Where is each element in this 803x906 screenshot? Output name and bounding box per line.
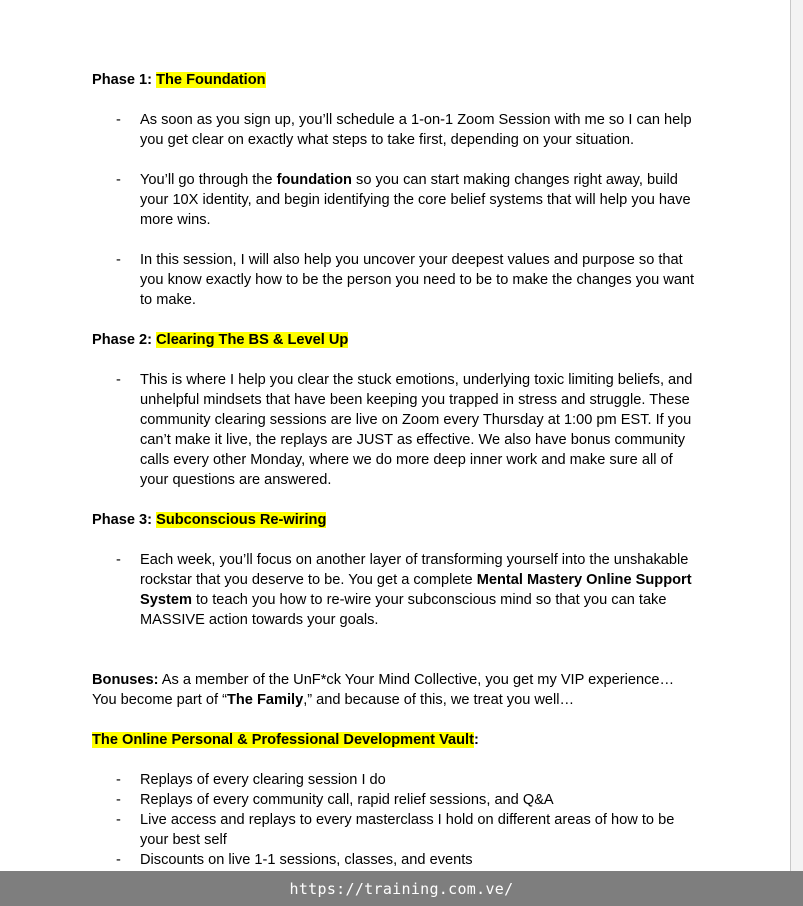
item-text: In this session, I will also help you uncover your deepest values and purpose so that you know exactly how to be the person you need to be to make the changes you want to make. <box>140 252 695 308</box>
footer-url: https://training.com.ve/ <box>289 879 514 898</box>
dash-bullet: - <box>116 792 121 808</box>
list-item <box>92 370 702 490</box>
item-bold-text: foundation <box>276 172 352 188</box>
item-text: Each week, you’ll focus on another layer of transforming yourself into the unshakable rockstar that you deserve to be. You get a complete <box>140 552 689 588</box>
item-text: so you can start making changes right away, build your 10X identity, and begin identifying the core belief systems that will help you have more wins. <box>140 172 691 228</box>
bonuses-label: Bonuses: <box>92 672 159 688</box>
item-text: Discounts on live 1-1 sessions, classes, and events <box>140 852 473 868</box>
dash-bullet: - <box>116 772 121 788</box>
phase-2-heading <box>92 330 702 350</box>
list-item <box>92 250 702 310</box>
item-text: Live access and replays to every masterclass I hold on different areas of how to be your best self <box>140 812 675 848</box>
dash-bullet: - <box>116 112 121 128</box>
phase-1-prefix: Phase 1: <box>92 72 157 88</box>
phase-3-title: Subconscious Re-wiring <box>156 512 327 528</box>
phase-1-list <box>92 110 702 310</box>
dash-bullet: - <box>116 372 121 388</box>
list-item <box>92 170 702 230</box>
vault-title: The Online Personal & Professional Development Vault <box>92 732 474 748</box>
dash-bullet: - <box>116 252 121 268</box>
phase-1-title: The Foundation <box>156 72 266 88</box>
item-text: to teach you how to re-wire your subconscious mind so that you can take MASSIVE action towards your goals. <box>140 592 667 628</box>
item-bold-text: Mental Mastery Online Support System <box>140 572 692 608</box>
list-item <box>92 850 702 870</box>
phase-2-list <box>92 370 702 490</box>
phase-3-list <box>92 550 702 630</box>
bonuses-family: The Family <box>226 692 304 708</box>
item-text: Replays of every clearing session I do <box>140 772 386 788</box>
window-gutter <box>791 0 803 871</box>
list-item <box>92 110 702 150</box>
list-item <box>92 770 702 790</box>
dash-bullet: - <box>116 812 121 828</box>
phase-2-title: Clearing The BS & Level Up <box>156 332 349 348</box>
item-text: As soon as you sign up, you’ll schedule a 1-on-1 Zoom Session with me so I can help you get clear on exactly what steps to take first, depending on your situation. <box>140 112 692 148</box>
document-content <box>92 70 702 871</box>
bonuses-paragraph <box>92 670 702 710</box>
dash-bullet: - <box>116 852 121 868</box>
vault-list <box>92 770 702 870</box>
item-text: You’ll go through the <box>140 172 277 188</box>
item-text: This is where I help you clear the stuck emotions, underlying toxic limiting beliefs, and unhelpful mindsets that have been keeping you trapped in stress and struggle. These community clearing sessions are live on Zoom every Thursday at 1:00 pm EST. If you can’t make it live, the replays are JUST as effective. We also have bonus community calls every other Monday, where we do more deep inner work and make sure all of your questions are answered. <box>140 372 693 488</box>
dash-bullet: - <box>116 552 121 568</box>
item-text: Replays of every community call, rapid relief sessions, and Q&A <box>140 792 554 808</box>
vault-suffix: : <box>473 732 479 748</box>
bonuses-text: ,” and because of this, we treat you well… <box>303 692 575 708</box>
list-item <box>92 790 702 810</box>
list-item <box>92 550 702 630</box>
list-item <box>92 810 702 850</box>
phase-1-heading <box>92 70 702 90</box>
footer-bar <box>0 871 803 906</box>
phase-3-heading <box>92 510 702 530</box>
dash-bullet: - <box>116 172 121 188</box>
phase-3-prefix: Phase 3: <box>92 512 157 528</box>
phase-2-prefix: Phase 2: <box>92 332 157 348</box>
vault-heading <box>92 730 702 750</box>
bonuses-text: As a member of the UnF*ck Your Mind Collective, you get my VIP experience… You become part of “ <box>92 672 675 708</box>
